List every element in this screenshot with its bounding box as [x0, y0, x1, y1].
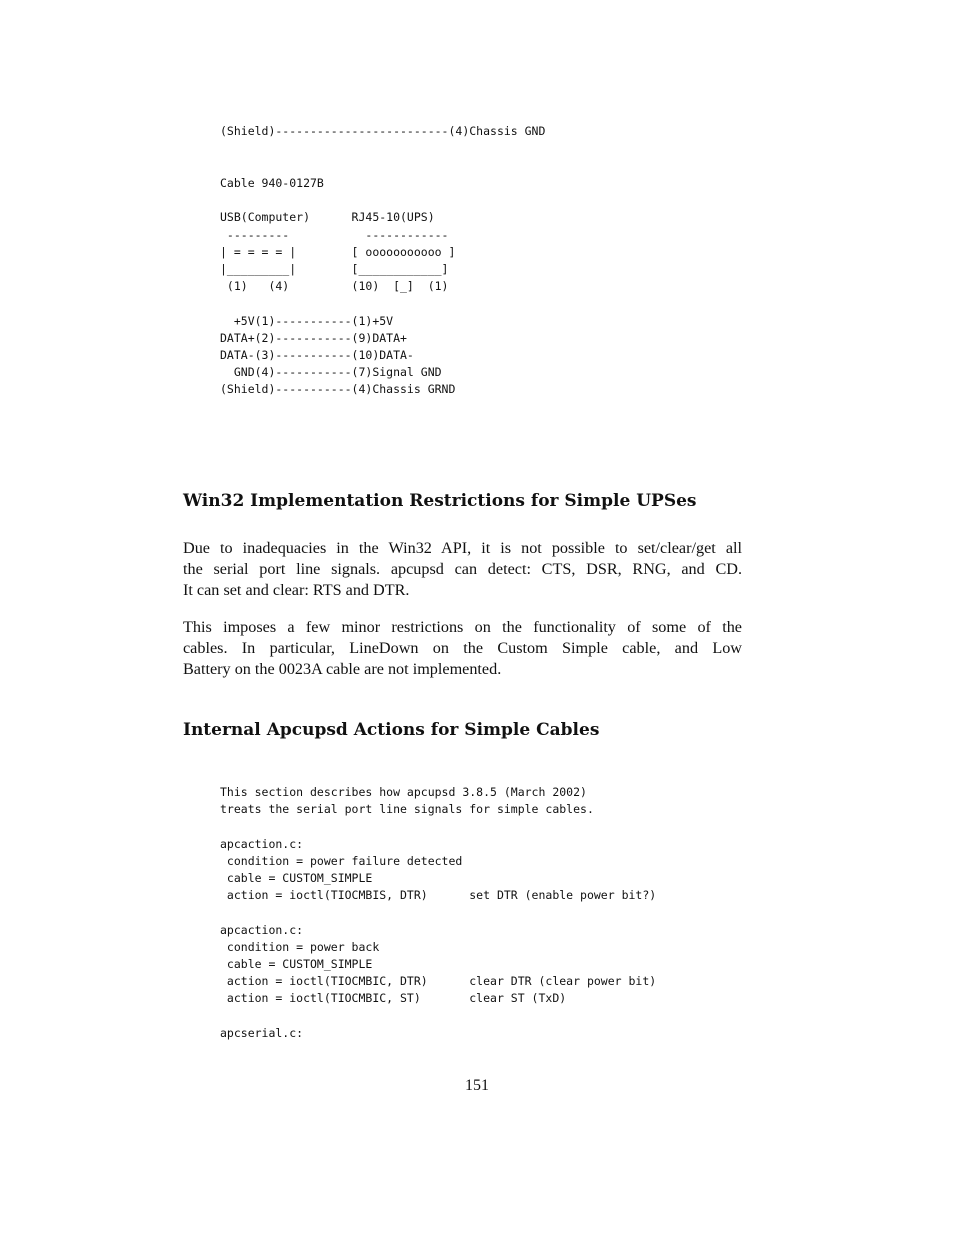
section-heading-internal-actions: Internal Apcupsd Actions for Simple Cables: [183, 720, 600, 740]
paragraph-line: This imposes a few minor restrictions on the functionality of some of the: [183, 618, 742, 636]
paragraph-win32-api: [183, 538, 742, 601]
paragraph-line: Due to inadequacies in the Win32 API, it is not possible to set/clear/get all: [183, 539, 742, 557]
section-heading-win32-restrictions: Win32 Implementation Restrictions for Simple UPSes: [183, 491, 697, 511]
paragraph-line: cables. In particular, LineDown on the Custom Simple cable, and Low: [183, 639, 742, 657]
shield-wiring-line: (Shield)-------------------------(4)Chassis GND: [220, 124, 546, 138]
paragraph-restrictions: [183, 617, 742, 680]
cable-940-0127b-diagram: Cable 940-0127B USB(Computer) RJ45-10(UPS) --------- ------------ | = = = = | [ ooooooooooo ] |_________| [____________] (1) (4) (10) [_] (1) +5V(1)-----------(1)+5V DATA+(2)-----------(9)DATA+ DATA-(3)-----------(10)DATA- GND(4)-----------(7)Signal GND (Shield)-----------(4)Chassis GRND: [220, 176, 456, 397]
page-number: 151: [465, 1077, 489, 1094]
apcupsd-actions-code: This section describes how apcupsd 3.8.5 (March 2002) treats the serial port line signals for simple cables. apcaction.c: condition = power failure detected cable = CUSTOM_SIMPLE action = ioctl(TIOCMBIS, DTR) set DTR (enable power bit?) apcaction.c: condition = power back cable = CUSTOM_SIMPLE action = ioctl(TIOCMBIC, DTR) clear DTR (clear power bit) action = ioctl(TIOCMBIC, ST) clear ST (TxD) apcserial.c:: [220, 785, 657, 1040]
paragraph-line: the serial port line signals. apcupsd can detect: CTS, DSR, RNG, and CD.: [183, 560, 742, 578]
paragraph-line: Battery on the 0023A cable are not implemented.: [183, 660, 502, 678]
paragraph-line: It can set and clear: RTS and DTR.: [183, 581, 410, 599]
